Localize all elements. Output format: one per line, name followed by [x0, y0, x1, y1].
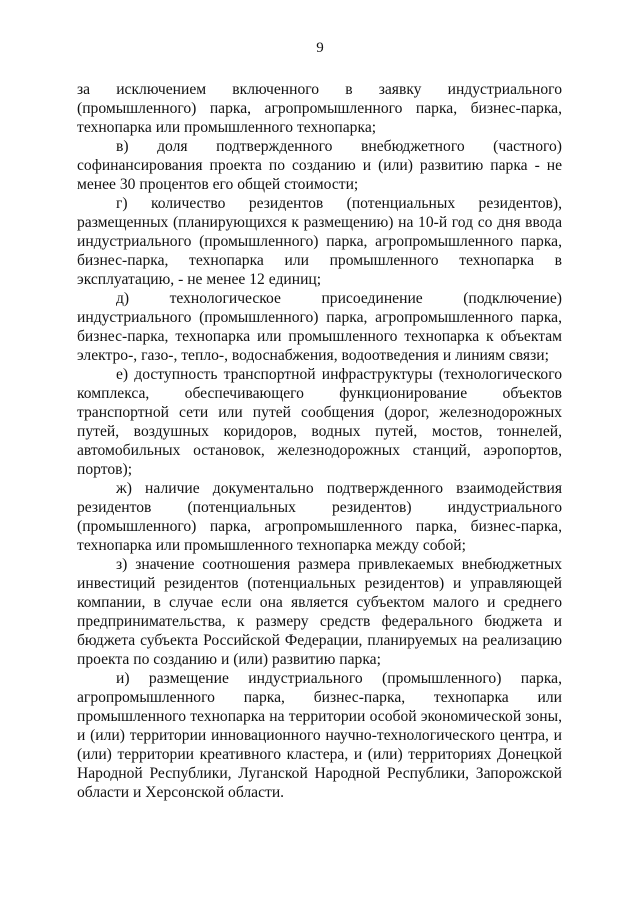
- document-body: [77, 80, 562, 802]
- paragraph-item-e: е) доступность транспортной инфраструктуры (технологического комплекса, обеспечивающего функционирование объектов транспортной сети или путей сообщения (дорог, железнодорожных путей, воздушных коридоров, водных путей, мостов, тоннелей, автомобильных остановок, железнодорожных станций, аэропортов, портов);: [77, 366, 562, 478]
- paragraph-continuation: за исключением включенного в заявку индустриального (промышленного) парка, агропромышленного парка, бизнес-парка, технопарка или промышленного технопарка;: [77, 81, 562, 136]
- paragraph-item-z: з) значение соотношения размера привлекаемых внебюджетных инвестиций резидентов (потенциальных резидентов) и управляющей компании, в случае если она является субъектом малого и среднего предпринимательства, к размеру средств федерального бюджета и бюджета субъекта Российской Федерации, планируемых на реализацию проекта по созданию и (или) развитию парка;: [77, 556, 562, 668]
- paragraph-item-d: д) технологическое присоединение (подключение) индустриального (промышленного) парка, агропромышленного парка, бизнес-парка, технопарка или промышленного технопарка к объектам электро-, газо-, тепло-, водоснабжения, водоотведения и линиям связи;: [77, 290, 562, 364]
- paragraph-item-g: г) количество резидентов (потенциальных резидентов), размещенных (планирующихся к размещению) на 10-й год со дня ввода индустриального (промышленного) парка, агропромышленного парка, бизнес-парка, технопарка или промышленного технопарка в эксплуатацию, - не менее 12 единиц;: [77, 195, 562, 288]
- page-number: 9: [316, 40, 324, 56]
- paragraph-item-i: и) размещение индустриального (промышленного) парка, агропромышленного парка, бизнес-парка, технопарка или промышленного технопарка на территории особой экономической зоны, и (или) территории инновационного научно-технологического центра, и (или) территории креативного кластера, и (или) территориях Донецкой Народной Республики, Луганской Народной Республики, Запорожской области и Херсонской области.: [77, 670, 562, 801]
- paragraph-item-v: в) доля подтвержденного внебюджетного (частного) софинансирования проекта по созданию и (или) развитию парка - не менее 30 процентов его общей стоимости;: [77, 138, 562, 193]
- paragraph-item-zh: ж) наличие документально подтвержденного взаимодействия резидентов (потенциальных резидентов) индустриального (промышленного) парка, агропромышленного парка, бизнес-парка, технопарка или промышленного технопарка между собой;: [77, 480, 562, 554]
